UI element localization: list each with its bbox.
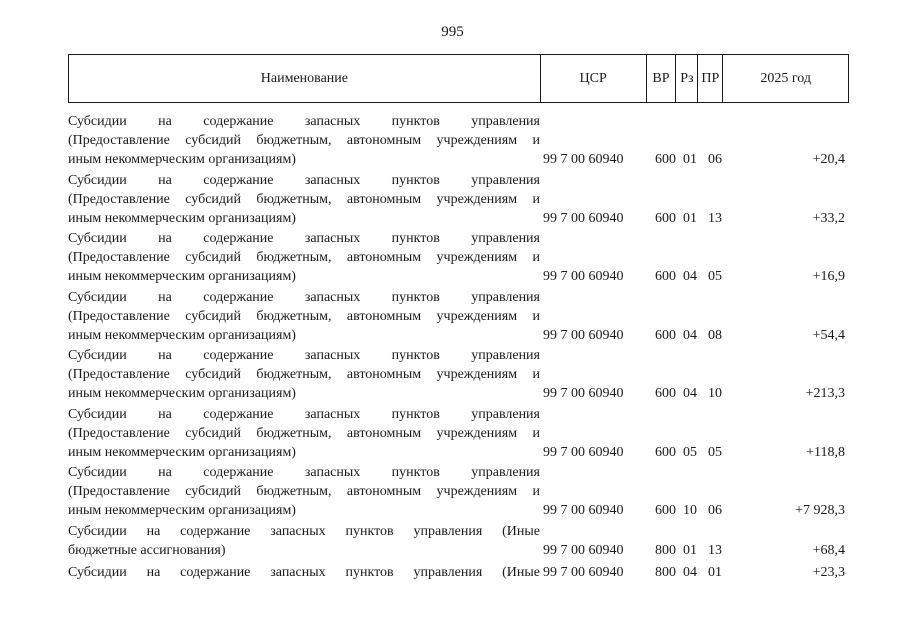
row-name: [68, 463, 540, 520]
table-row: [0, 171, 905, 230]
table-row: [0, 563, 905, 622]
row-name-line: Субсидии на содержание запасных пунктов управления (Иные: [68, 564, 540, 580]
row-value: +213,3: [805, 386, 845, 401]
row-name: [68, 171, 540, 228]
table-header: [68, 54, 849, 103]
row-name-line: Субсидии на содержание запасных пунктов управления: [68, 348, 540, 363]
row-vr: 600: [655, 152, 676, 167]
row-name-line: (Предоставление субсидий бюджетным, автономным учреждениям и: [68, 133, 540, 148]
table-row: [0, 229, 905, 288]
row-value: +7 928,3: [795, 503, 845, 518]
row-name-line: бюджетные ассигнования): [68, 542, 226, 558]
row-rz: 04: [683, 327, 697, 343]
row-value: +20,4: [812, 152, 845, 167]
row-rz: 05: [683, 444, 697, 460]
row-name-line: Субсидии на содержание запасных пунктов управления (Иные: [68, 523, 540, 539]
table-row: [0, 346, 905, 405]
row-name-line: иным некоммерческим организациям): [68, 503, 296, 518]
header-name: Наименование: [69, 55, 541, 102]
row-pr: 05: [708, 444, 722, 460]
row-value: +54,4: [812, 327, 845, 343]
row-name: [68, 405, 540, 462]
header-rz: Рз: [676, 55, 698, 102]
row-csr: 99 7 00 60940: [543, 503, 624, 518]
row-name-line: (Предоставление субсидий бюджетным, автономным учреждениям и: [68, 425, 540, 441]
row-vr: 800: [655, 542, 676, 558]
row-csr: 99 7 00 60940: [543, 269, 624, 284]
row-vr: 800: [655, 564, 676, 580]
row-name-line: иным некоммерческим организациям): [68, 152, 296, 167]
row-pr: 13: [708, 542, 722, 558]
page-number: 995: [441, 24, 464, 40]
table-row: [0, 112, 905, 171]
row-rz: 04: [683, 386, 697, 401]
row-vr: 600: [655, 444, 676, 460]
row-name-line: иным некоммерческим организациям): [68, 327, 296, 343]
row-name: [68, 346, 540, 403]
row-csr: 99 7 00 60940: [543, 152, 624, 167]
row-vr: 600: [655, 210, 676, 226]
row-csr: 99 7 00 60940: [543, 564, 624, 580]
row-name-line: иным некоммерческим организациям): [68, 269, 296, 284]
row-rz: 10: [683, 503, 697, 518]
row-name-line: Субсидии на содержание запасных пунктов управления: [68, 172, 540, 188]
row-rz: 01: [683, 210, 697, 226]
row-pr: 06: [708, 503, 722, 518]
row-value: +68,4: [812, 542, 845, 558]
row-name-line: Субсидии на содержание запасных пунктов управления: [68, 406, 540, 422]
row-name-line: (Предоставление субсидий бюджетным, автономным учреждениям и: [68, 250, 540, 265]
row-pr: 05: [708, 269, 722, 284]
header-csr: ЦСР: [541, 55, 647, 102]
row-vr: 600: [655, 327, 676, 343]
row-rz: 04: [683, 564, 697, 580]
row-rz: 01: [683, 152, 697, 167]
row-vr: 600: [655, 386, 676, 401]
row-pr: 01: [708, 564, 722, 580]
row-pr: 10: [708, 386, 722, 401]
table-row: [0, 405, 905, 464]
table-row: [0, 522, 905, 563]
row-value: +33,2: [812, 210, 845, 226]
row-name: [68, 522, 540, 560]
row-csr: 99 7 00 60940: [543, 542, 624, 558]
row-name-line: Субсидии на содержание запасных пунктов управления: [68, 114, 540, 129]
row-csr: 99 7 00 60940: [543, 386, 624, 401]
row-name: [68, 229, 540, 286]
table-body: [0, 112, 905, 621]
row-name-line: иным некоммерческим организациям): [68, 444, 296, 460]
row-name-line: (Предоставление субсидий бюджетным, автономным учреждениям и: [68, 191, 540, 207]
row-name-line: Субсидии на содержание запасных пунктов управления: [68, 231, 540, 246]
row-value: +118,8: [806, 444, 845, 460]
header-vr: ВР: [647, 55, 677, 102]
row-vr: 600: [655, 503, 676, 518]
row-name: [68, 563, 540, 582]
header-pr: ПР: [698, 55, 723, 102]
row-name-line: Субсидии на содержание запасных пунктов управления: [68, 465, 540, 480]
row-csr: 99 7 00 60940: [543, 327, 624, 343]
row-name: [68, 112, 540, 169]
row-rz: 01: [683, 542, 697, 558]
row-rz: 04: [683, 269, 697, 284]
row-name-line: иным некоммерческим организациям): [68, 210, 296, 226]
row-pr: 08: [708, 327, 722, 343]
row-name-line: Субсидии на содержание запасных пунктов управления: [68, 289, 540, 305]
row-name-line: (Предоставление субсидий бюджетным, автономным учреждениям и: [68, 484, 540, 499]
row-name-line: (Предоставление субсидий бюджетным, автономным учреждениям и: [68, 308, 540, 324]
row-name-line: (Предоставление субсидий бюджетным, автономным учреждениям и: [68, 367, 540, 382]
row-csr: 99 7 00 60940: [543, 444, 624, 460]
table-row: [0, 463, 905, 522]
row-name-line: иным некоммерческим организациям): [68, 386, 296, 401]
row-pr: 06: [708, 152, 722, 167]
row-pr: 13: [708, 210, 722, 226]
row-value: +16,9: [812, 269, 845, 284]
row-name: [68, 288, 540, 345]
table-row: [0, 288, 905, 347]
row-value: +23,3: [812, 564, 845, 580]
row-csr: 99 7 00 60940: [543, 210, 624, 226]
header-year: 2025 год: [760, 70, 811, 86]
row-vr: 600: [655, 269, 676, 284]
